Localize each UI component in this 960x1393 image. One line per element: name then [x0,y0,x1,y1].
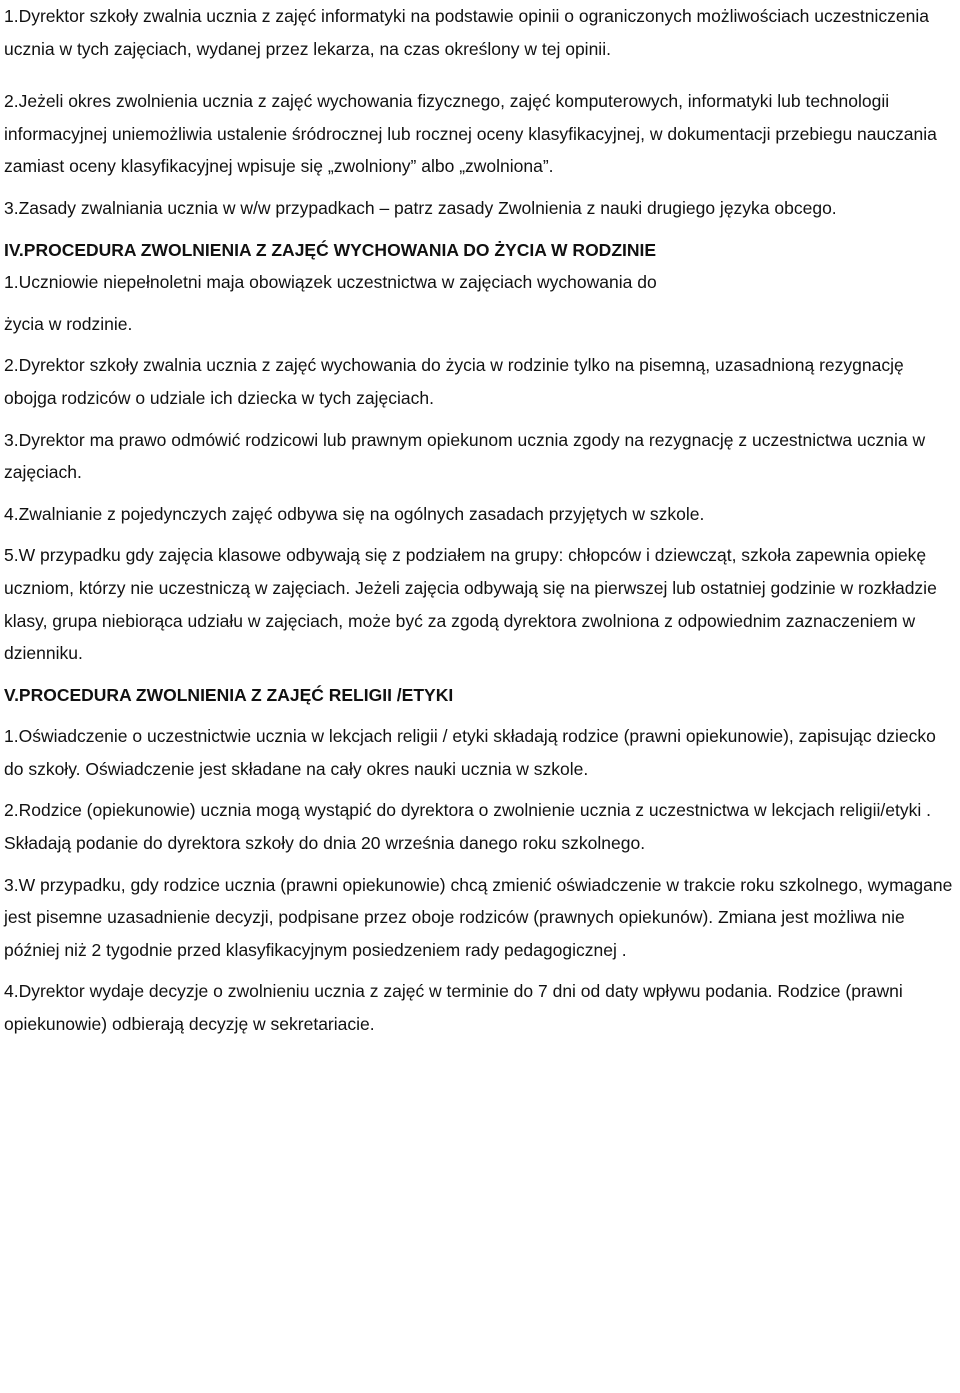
spacer [4,785,956,794]
spacer [4,711,956,720]
document-body [4,0,956,1041]
spacer [4,225,956,234]
spacer [4,415,956,424]
spacer [4,183,956,192]
paragraph-exemption-rules: 3.Zasady zwalniania ucznia w w/w przypadkach – patrz zasady Zwolnienia z nauki drugiego języka obcego. [4,197,837,218]
spacer [4,340,956,349]
paragraph-wdz-refusal: 3.Dyrektor ma prawo odmówić rodzicowi lub prawnym opiekunom ucznia zgody na rezygnację z uczestnictwa ucznia w zajęciach. [4,429,926,483]
spacer [4,966,956,975]
paragraph-wdz-obligation-cont: życia w rodzinie. [4,313,133,334]
paragraph-wdz-resignation: 2.Dyrektor szkoły zwalnia ucznia z zajęć wychowania do życia w rodzinie tylko na pisemną, uzasadnioną rezygnację obojga rodziców o udziale ich dziecka w tych zajęciach. [4,355,904,408]
paragraph-exemption-period: 2.Jeżeli okres zwolnienia ucznia z zajęć wychowania fizycznego, zajęć komputerowych, informatyki lub technologii informacyjnej uniemożliwia ustalenie śródrocznej lub rocznej oceny klasyfikacyjnej, w dokumentacji przebiegu nauczania zamiast oceny klasyfikacyjnej wpisuje się „zwolniony” albo „zwolniona”. [4,91,937,177]
spacer [4,860,956,869]
paragraph-religion-change: 3.W przypadku, gdy rodzice ucznia (prawni opiekunowie) chcą zmienić oświadczenie w trakcie roku szkolnego, wymagane jest pisemne uzasadnienie decyzji, podpisane przez oboje rodziców (prawnych opiekunów). Zmiana jest możliwa nie później niż 2 tygodnie przed klasyfikacyjnym posiedzeniem rady pedagogicznej . [4,874,953,960]
section-heading-iv: IV.PROCEDURA ZWOLNIENIA Z ZAJĘĆ WYCHOWANIA DO ŻYCIA W RODZINIE [4,239,657,260]
paragraph-wdz-obligation: 1.Uczniowie niepełnoletni maja obowiązek uczestnictwa w zajęciach wychowania do [4,272,657,293]
paragraph-religion-decision: 4.Dyrektor wydaje decyzje o zwolnieniu ucznia z zajęć w terminie do 7 dni od daty wpływu podania. Rodzice (prawni opiekunowie) odbierają decyzję w sekretariacie. [4,981,903,1035]
paragraph-religion-request: 2.Rodzice (opiekunowie) ucznia mogą wystąpić do dyrektora o zwolnienie ucznia z uczestnictwa w lekcjach religii/etyki . Składają podanie do dyrektora szkoły do dnia 20 września danego roku szkolnego. [4,800,931,854]
spacer [4,489,956,498]
spacer [4,670,956,679]
paragraph-informatyka-exemption: 1.Dyrektor szkoły zwalnia ucznia z zajęć informatyki na podstawie opinii o ograniczonych możliwościach uczestniczenia ucznia w tych zajęciach, wydanej przez lekarza, na czas określony w tej opinii. [4,6,929,59]
spacer [4,530,956,539]
spacer [4,65,956,85]
paragraph-religion-declaration: 1.Oświadczenie o uczestnictwie ucznia w lekcjach religii / etyki składają rodzice (prawni opiekunowie), zapisując dziecko do szkoły. Oświadczenie jest składane na cały okres nauki ucznia w szkole. [4,726,936,779]
section-heading-v: V.PROCEDURA ZWOLNIENIA Z ZAJĘĆ RELIGII /ETYKI [4,684,454,705]
spacer [4,299,956,308]
paragraph-group-classes: 5.W przypadku gdy zajęcia klasowe odbywają się z podziałem na grupy: chłopców i dziewcząt, szkoła zapewnia opiekę uczniom, którzy nie uczestniczą w zajęciach. Jeżeli zajęcia odbywają się na pierwszej lub ostatniej godzinie w rozkładzie klasy, grupa niebiorąca udziału w zajęciach, może być za zgodą dyrektora zwolniona z odpowiednim zaznaczeniem w dzienniku. [4,545,937,664]
paragraph-single-classes: 4.Zwalnianie z pojedynczych zajęć odbywa się na ogólnych zasadach przyjętych w szkole. [4,503,705,524]
